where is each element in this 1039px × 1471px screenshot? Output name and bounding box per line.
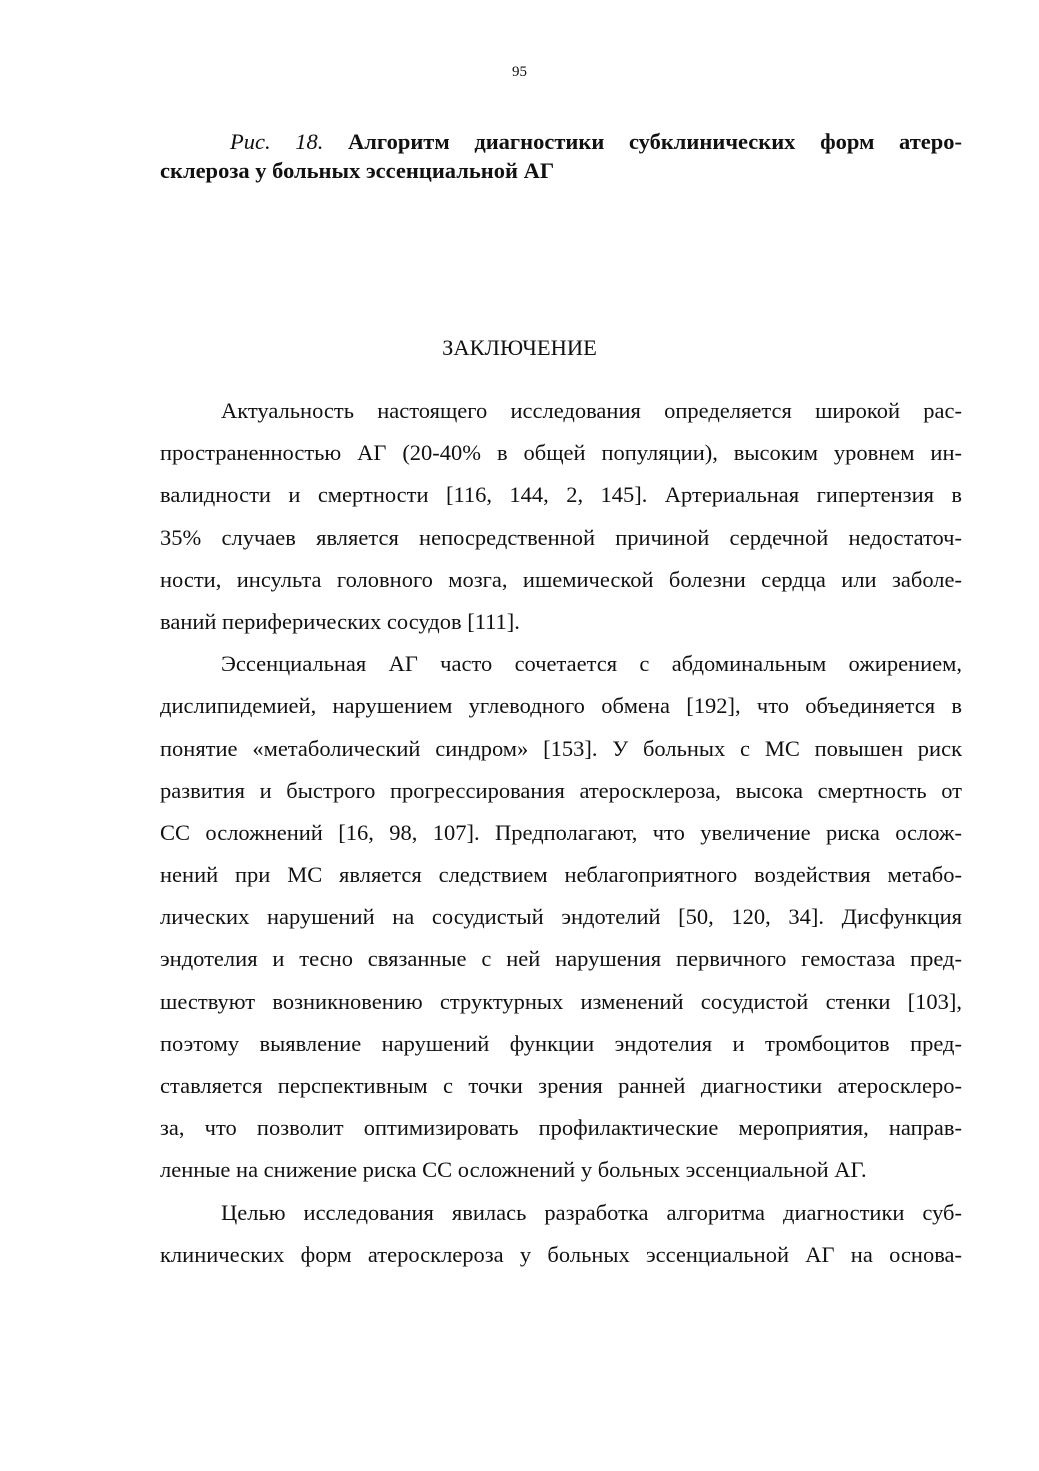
text-line: поэтому выявление нарушений функции эндотелия и тромбоцитов пред- xyxy=(160,1030,962,1056)
text-line: клинических форм атеросклероза у больных эссенциальной АГ на основа- xyxy=(160,1241,962,1267)
paragraph-2 xyxy=(160,649,962,1197)
figure-caption-prefix: Рис. 18. xyxy=(230,129,324,154)
paragraph-3 xyxy=(160,1198,962,1282)
text-line: лических нарушений на сосудистый эндотелий [50, 120, 34]. Дисфункция xyxy=(160,904,962,930)
text-line: ленные на снижение риска СС осложнений у больных эссенциальной АГ. xyxy=(160,1157,867,1183)
text-line: Актуальность настоящего исследования определяется широкой рас- xyxy=(221,398,962,423)
text-line: Целью исследования явилась разработка алгоритма диагностики суб- xyxy=(221,1199,962,1225)
figure-caption-line-2 xyxy=(160,156,962,185)
text-line: развития и быстрого прогрессирования атеросклероза, высока смертность от xyxy=(160,777,962,803)
body-text xyxy=(160,396,962,1282)
figure-caption-title-part-2: склероза у больных эссенциальной АГ xyxy=(160,158,555,183)
text-line: Эссенциальная АГ часто сочетается с абдоминальным ожирением, xyxy=(221,651,962,677)
text-line: валидности и смертности [116, 144, 2, 145]. Артериальная гипертензия в xyxy=(160,482,962,508)
text-line: ставляется перспективным с точки зрения ранней диагностики атеросклеро- xyxy=(160,1073,962,1098)
text-line: дислипидемией, нарушением углеводного обмена [192], что объединяется в xyxy=(160,693,962,719)
text-line: СС осложнений [16, 98, 107]. Предполагают, что увеличение риска ослож- xyxy=(160,819,962,845)
text-line: эндотелия и тесно связанные с ней нарушения первичного гемостаза пред- xyxy=(160,946,962,972)
figure-caption xyxy=(160,127,962,185)
text-line: за, что позволит оптимизировать профилактические мероприятия, направ- xyxy=(160,1115,962,1141)
text-line: понятие «метаболический синдром» [153]. У больных с МС повышен риск xyxy=(160,735,962,761)
figure-caption-line-1 xyxy=(160,127,962,156)
text-line: ваний периферических сосудов [111]. xyxy=(160,608,520,634)
text-line: пространенностью АГ (20-40% в общей популяции), высоким уровнем ин- xyxy=(160,440,962,466)
page-number: 95 xyxy=(512,64,527,80)
text-line: 35% случаев является непосредственной причиной сердечной недостаточ- xyxy=(160,524,962,550)
text-line: нений при МС является следствием неблагоприятного воздействия метабо- xyxy=(160,862,962,888)
text-line: ности, инсульта головного мозга, ишемической болезни сердца или заболе- xyxy=(160,566,962,592)
figure-caption-title-part-1: Алгоритм диагностики субклинических форм атеро- xyxy=(348,129,963,154)
section-heading: ЗАКЛЮЧЕНИЕ xyxy=(442,335,597,360)
paragraph-1 xyxy=(160,396,962,649)
text-line: шествуют возникновению структурных изменений сосудистой стенки [103], xyxy=(160,988,962,1014)
